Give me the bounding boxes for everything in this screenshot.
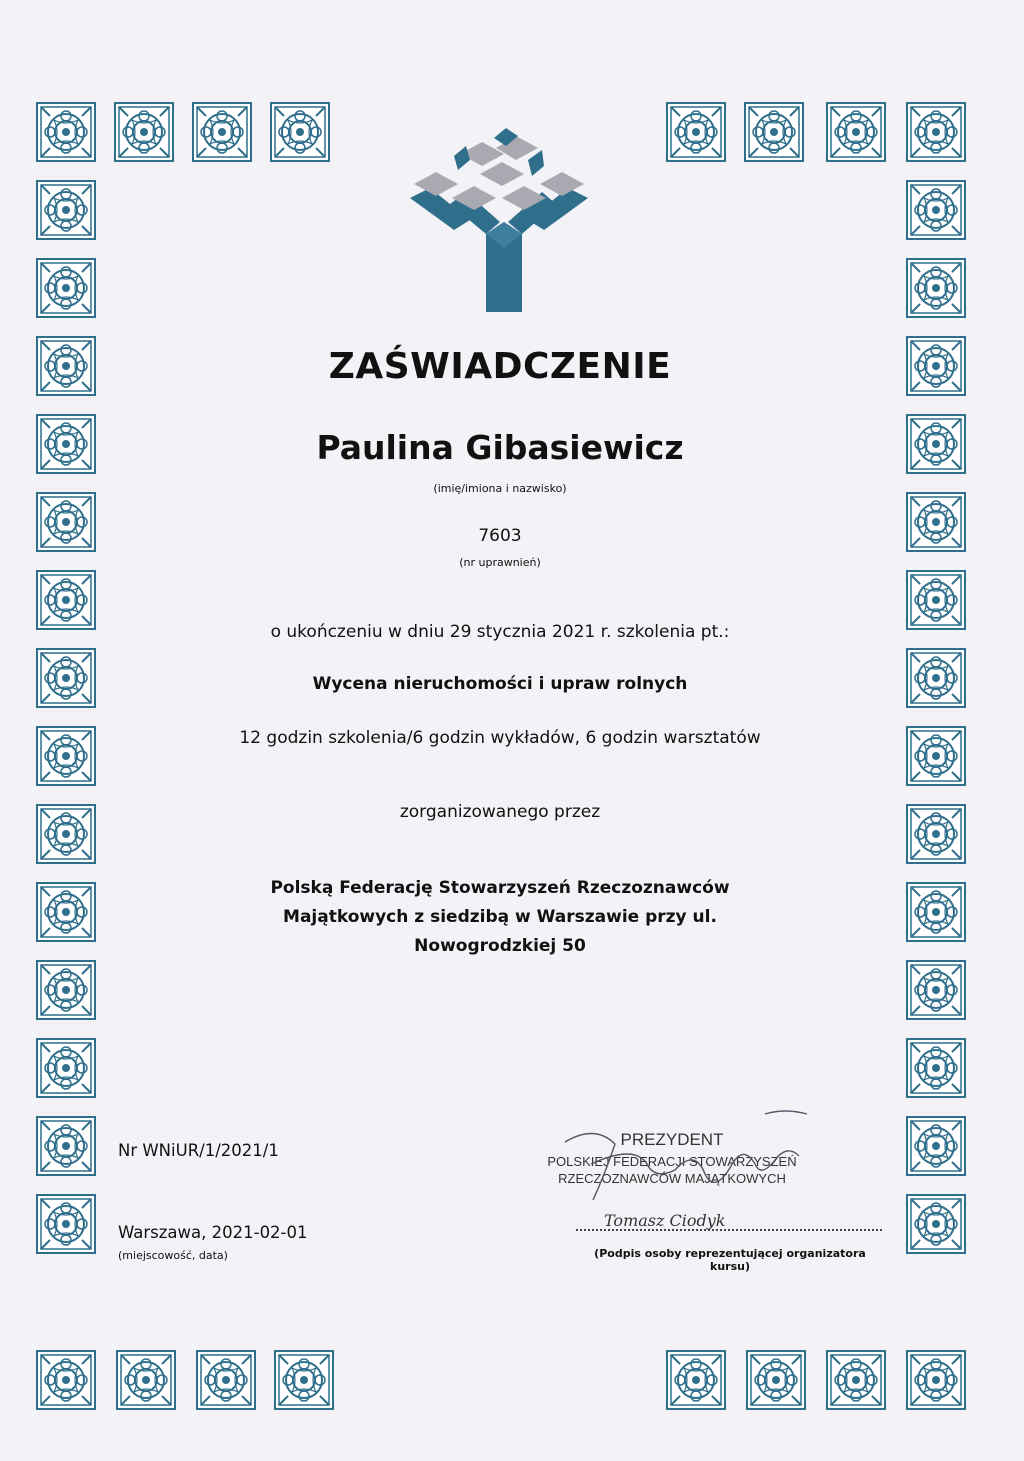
ornament-tile — [906, 726, 966, 786]
federation-logo — [410, 126, 588, 312]
course-title: Wycena nieruchomości i upraw rolnych — [312, 674, 688, 694]
license-caption: (nr uprawnień) — [459, 556, 541, 569]
recipient-name: Paulina Gibasiewicz — [316, 428, 684, 467]
ornament-tile — [906, 882, 966, 942]
ornament-tile — [36, 726, 96, 786]
ornament-tile — [906, 258, 966, 318]
ornament-tile — [36, 102, 96, 162]
ornament-tile — [36, 882, 96, 942]
ornament-tile — [36, 1038, 96, 1098]
license-number: 7603 — [478, 526, 522, 546]
ornament-tile — [274, 1350, 334, 1410]
stamp-title: PREZYDENT — [620, 1130, 724, 1149]
ornament-tile — [666, 102, 726, 162]
ornament-tile — [36, 570, 96, 630]
organizer-line-3: Nowogrodzkiej 50 — [414, 936, 586, 956]
ornament-tile — [36, 648, 96, 708]
place-date: Warszawa, 2021-02-01 — [118, 1223, 308, 1242]
ornament-tile — [906, 1038, 966, 1098]
ornament-tile — [906, 414, 966, 474]
organizer-line-1: Polską Federację Stowarzyszeń Rzeczoznawców — [270, 878, 730, 898]
ornament-tile — [36, 804, 96, 864]
organized-by-label: zorganizowanego przez — [399, 802, 601, 822]
hours-line: 12 godzin szkolenia/6 godzin wykładów, 6 godzin warsztatów — [239, 728, 761, 748]
stamp-line-2: POLSKIEJ FEDERACJI STOWARZYSZEŃ — [547, 1154, 797, 1169]
handwritten-signature — [555, 1104, 815, 1214]
ornament-tile — [906, 492, 966, 552]
name-caption: (imię/imiona i nazwisko) — [433, 482, 567, 495]
ornament-tile — [826, 1350, 886, 1410]
certificate-title: ZAŚWIADCZENIE — [328, 346, 672, 387]
ornament-tile — [906, 804, 966, 864]
ornament-tile — [36, 1194, 96, 1254]
stamp-signer: Tomasz Ciodyk — [604, 1211, 726, 1230]
ornament-tile — [192, 102, 252, 162]
ornament-tile — [116, 1350, 176, 1410]
signature-line — [576, 1229, 882, 1231]
document-number: Nr WNiUR/1/2021/1 — [118, 1141, 279, 1160]
ornament-tile — [906, 180, 966, 240]
ornament-tile — [906, 336, 966, 396]
ornament-tile — [36, 336, 96, 396]
signature-caption: (Podpis osoby reprezentującej organizatora kursu) — [594, 1247, 866, 1273]
ornament-tile — [666, 1350, 726, 1410]
ornament-tile — [270, 102, 330, 162]
ornament-tile — [906, 570, 966, 630]
ornament-tile — [36, 258, 96, 318]
ornament-tile — [906, 1350, 966, 1410]
ornament-tile — [36, 492, 96, 552]
organizer-line-2: Majątkowych z siedzibą w Warszawie przy ul. — [283, 907, 717, 927]
ornament-tile — [744, 102, 804, 162]
ornament-tile — [906, 1116, 966, 1176]
stamp-line-3: RZECZOZNAWCÓW MAJĄTKOWYCH — [558, 1171, 786, 1186]
ornament-tile — [196, 1350, 256, 1410]
ornament-tile — [906, 960, 966, 1020]
organizer-block — [130, 874, 870, 961]
ornament-tile — [826, 102, 886, 162]
ornament-tile — [36, 180, 96, 240]
ornament-tile — [36, 414, 96, 474]
ornament-tile — [906, 1194, 966, 1254]
ornament-tile — [36, 960, 96, 1020]
completion-line: o ukończeniu w dniu 29 stycznia 2021 r. szkolenia pt.: — [270, 622, 730, 642]
ornament-tile — [906, 102, 966, 162]
ornament-tile — [746, 1350, 806, 1410]
place-date-caption: (miejscowość, data) — [118, 1249, 228, 1262]
ornament-tile — [114, 102, 174, 162]
ornament-tile — [906, 648, 966, 708]
ornament-tile — [36, 1350, 96, 1410]
ornament-tile — [36, 1116, 96, 1176]
